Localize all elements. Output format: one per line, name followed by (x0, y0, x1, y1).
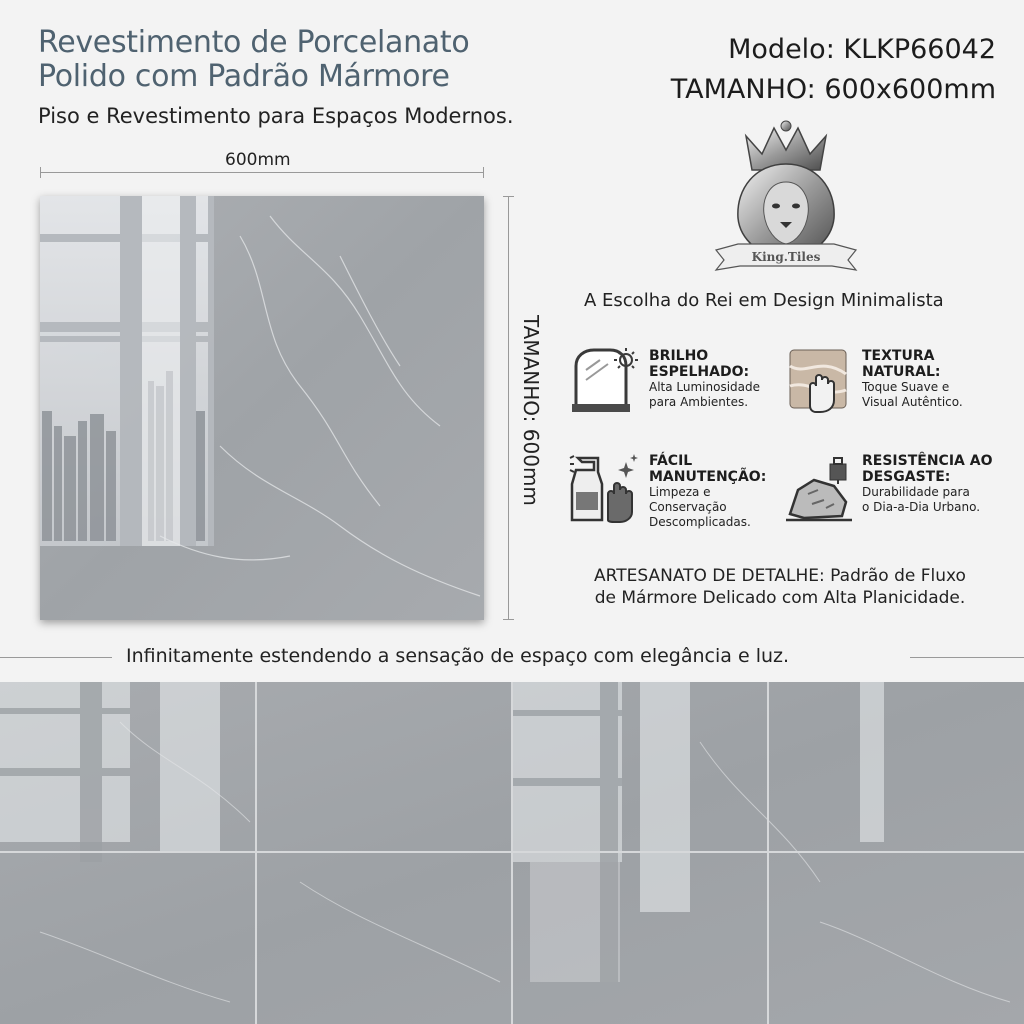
weight-stone-icon (784, 450, 856, 524)
title-line-1: Revestimento de Porcelanato (38, 25, 470, 60)
craft-line-1: ARTESANATO DE DETALHE: Padrão de Fluxo (594, 566, 966, 586)
mirror-shine-icon (570, 346, 638, 418)
tile-reflection-illustration (40, 196, 484, 620)
feature-manutencao (649, 453, 789, 530)
craft-statement (560, 565, 1000, 609)
feature-title: NATURAL: (862, 364, 941, 380)
feature-desc: Durabilidade para (862, 485, 970, 499)
hand-texture-icon (786, 346, 854, 416)
tagline-divider-left (0, 657, 112, 658)
feature-resistencia (862, 453, 1012, 515)
size-info: TAMANHO: 600x600mm (670, 74, 996, 105)
page-subtitle: Piso e Revestimento para Espaços Modernos. (38, 104, 514, 128)
king-tiles-logo (712, 118, 860, 278)
height-dimension-label-wrap (515, 315, 545, 525)
feature-title: FÁCIL (649, 453, 693, 469)
page-title (38, 26, 598, 94)
cleaning-spray-icon (568, 450, 640, 526)
feature-desc: o Dia-a-Dia Urbano. (862, 500, 981, 514)
lion-crown-icon (712, 118, 860, 278)
feature-title: TEXTURA (862, 348, 935, 364)
feature-title: BRILHO (649, 348, 709, 364)
feature-desc: Visual Autêntico. (862, 395, 963, 409)
feature-brilho (649, 348, 789, 410)
feature-title: MANUTENÇÃO: (649, 469, 767, 485)
tile-product-image (40, 196, 484, 620)
height-dimension-label: TAMANHO: 600mm (519, 315, 543, 506)
feature-textura (862, 348, 1012, 410)
height-dimension-line (508, 196, 509, 620)
tagline-divider-right (910, 657, 1024, 658)
feature-desc: para Ambientes. (649, 395, 749, 409)
title-line-2: Polido com Padrão Mármore (38, 59, 450, 94)
model-info (671, 30, 996, 110)
feature-title: RESISTÊNCIA AO (862, 453, 993, 469)
feature-title: DESGASTE: (862, 469, 951, 485)
width-dimension-line (40, 172, 484, 173)
brand-slogan: A Escolha do Rei em Design Minimalista (584, 290, 944, 311)
feature-desc: Alta Luminosidade (649, 380, 761, 394)
feature-desc: Limpeza e Conservação (649, 485, 727, 514)
logo-text: King.Tiles (751, 250, 821, 264)
floor-tiles-illustration (0, 682, 1024, 1024)
craft-line-2: de Mármore Delicado com Alta Planicidade. (594, 588, 966, 608)
model-code: Modelo: KLKP66042 (728, 34, 996, 65)
floor-installation-preview (0, 682, 1024, 1024)
feature-desc: Descomplicadas. (649, 515, 751, 529)
width-dimension-label: 600mm (225, 150, 291, 170)
feature-title: ESPELHADO: (649, 364, 750, 380)
tagline: Infinitamente estendendo a sensação de espaço com elegância e luz. (126, 645, 790, 667)
feature-desc: Toque Suave e (862, 380, 950, 394)
